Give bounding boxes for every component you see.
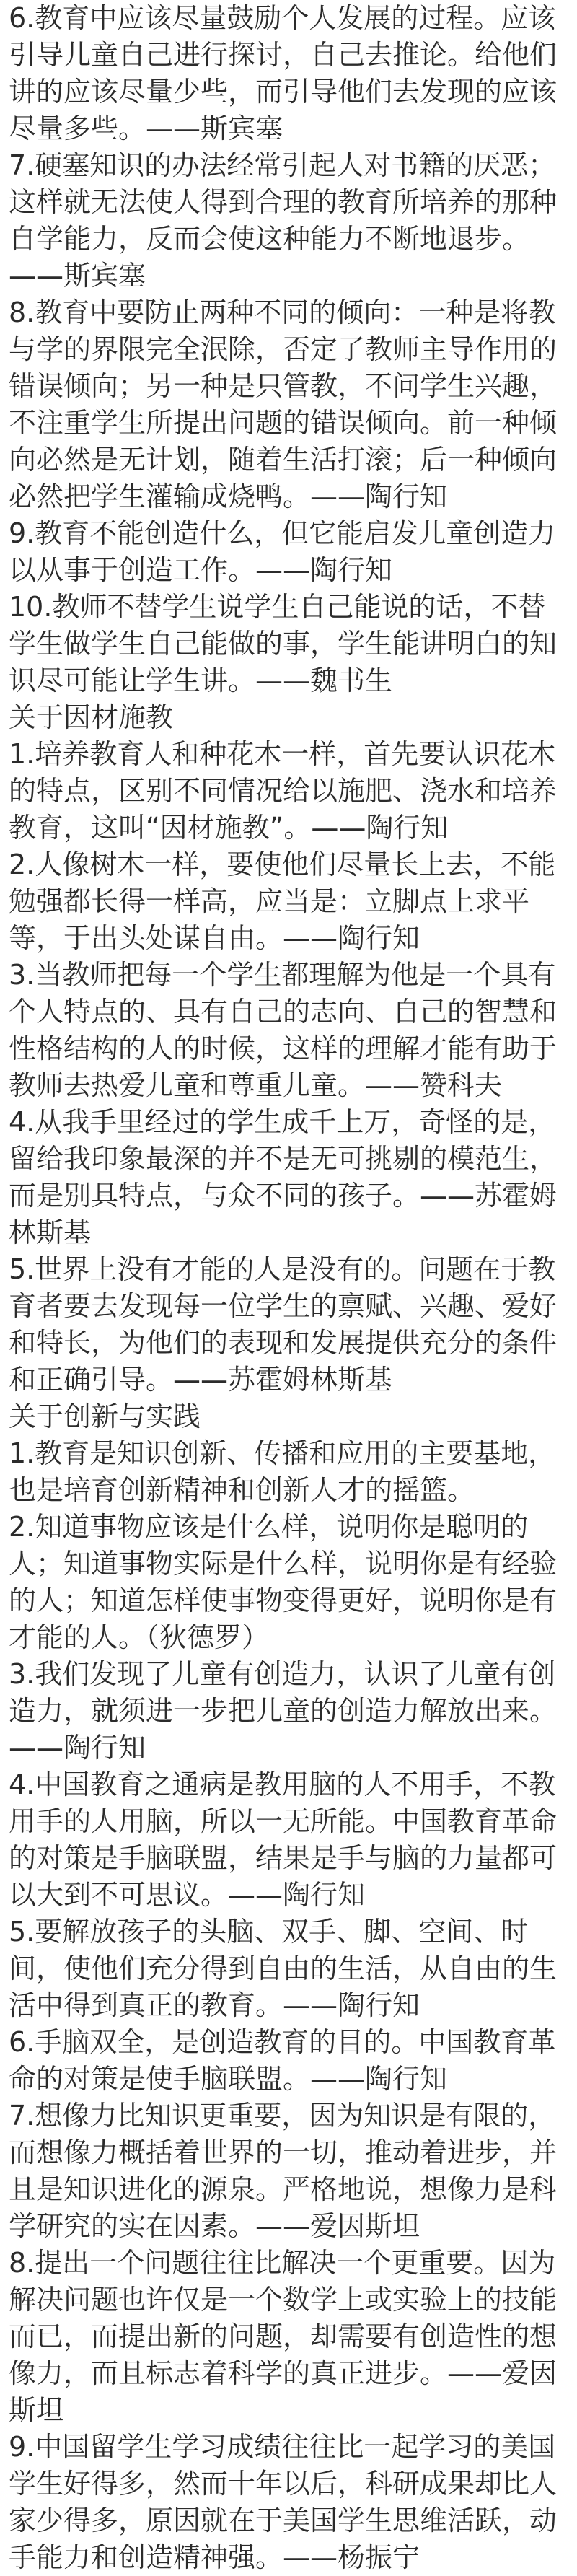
section-heading: 关于因材施教 — [9, 701, 174, 733]
quote-paragraph: 3.我们发现了儿童有创造力，认识了儿童有创造力，就须进一步把儿童的创造力解放出来。——陶行知 — [9, 1658, 558, 1764]
quote-paragraph: 6.教育中应该尽量鼓励个人发展的过程。应该引导儿童自己进行探讨，自己去推论。给他们讲的应该尽量少些，而引导他们去发现的应该尽量多些。——斯宾塞 — [9, 2, 558, 144]
quote-paragraph: 9.中国留学生学习成绩往往比一起学习的美国学生好得多，然而十年以后，科研成果却比人家少得多，原因就在于美国学生思维活跃，动手能力和创造精神强。——杨振宁 — [9, 2431, 558, 2573]
quote-paragraph: 2.知道事物应该是什么样，说明你是聪明的人；知道事物实际是什么样，说明你是有经验的人；知道怎样使事物变得更好，说明你是有才能的人。（狄德罗） — [9, 1511, 558, 1653]
quote-paragraph: 6.手脑双全，是创造教育的目的。中国教育革命的对策是使手脑联盟。——陶行知 — [9, 2026, 556, 2095]
quote-paragraph: 5.世界上没有才能的人是没有的。问题在于教育者要去发现每一位学生的禀赋、兴趣、爱好和特长，为他们的表现和发展提供充分的条件和正确引导。——苏霍姆林斯基 — [9, 1253, 558, 1396]
quote-paragraph: 1.教育是知识创新、传播和应用的主要基地，也是培育创新精神和创新人才的摇篮。 — [9, 1437, 556, 1506]
quote-paragraph: 7.想像力比知识更重要，因为知识是有限的，而想像力概括着世界的一切，推动着进步，并且是知识进化的源泉。严格地说，想像力是科学研究的实在因素。——爱因斯坦 — [9, 2100, 558, 2242]
quote-paragraph: 3.当教师把每一个学生都理解为他是一个具有个人特点的、具有自己的志向、自己的智慧和性格结构的人的时候，这样的理解才能有助于教师去热爱儿童和尊重儿童。——赞科夫 — [9, 959, 558, 1101]
quote-paragraph: 4.从我手里经过的学生成千上万，奇怪的是，留给我印象最深的并不是无可挑剔的模范生，而是别具特点，与众不同的孩子。——苏霍姆林斯基 — [9, 1106, 558, 1248]
quote-paragraph: 2.人像树木一样，要使他们尽量长上去，不能勉强都长得一样高，应当是：立脚点上求平等，于出头处谋自由。——陶行知 — [9, 849, 556, 954]
quote-paragraph: 9.教育不能创造什么，但它能启发儿童创造力以从事于创造工作。——陶行知 — [9, 517, 556, 586]
quote-paragraph: 1.培养教育人和种花木一样，首先要认识花木的特点，区别不同情况给以施肥、浇水和培养教育，这叫“因材施教”。——陶行知 — [9, 738, 558, 844]
quote-paragraph: 8.提出一个问题往往比解决一个更重要。因为解决问题也许仅是一个数学上或实验上的技能而已，而提出新的问题，却需要有创造性的想像力，而且标志着科学的真正进步。——爱因斯坦 — [9, 2247, 558, 2426]
quote-paragraph: 5.要解放孩子的头脑、双手、脚、空间、时间，使他们充分得到自由的生活，从自由的生活中得到真正的教育。——陶行知 — [9, 1916, 558, 2021]
quote-paragraph: 7.硬塞知识的办法经常引起人对书籍的厌恶；这样就无法使人得到合理的教育所培养的那种自学能力，反而会使这种能力不断地退步。——斯宾塞 — [9, 149, 558, 292]
quote-paragraph: 8.教育中要防止两种不同的倾向：一种是将教与学的界限完全泯除，否定了教师主导作用的错误倾向；另一种是只管教，不问学生兴趣，不注重学生所提出问题的错误倾向。前一种倾向必然是无计划，随着生活打滚；后一种倾向必然把学生灌输成烧鸭。——陶行知 — [9, 297, 558, 512]
quote-paragraph: 10.教师不替学生说学生自己能说的话，不替学生做学生自己能做的事，学生能讲明白的知识尽可能让学生讲。——魏书生 — [9, 591, 558, 696]
section-heading: 关于创新与实践 — [9, 1401, 201, 1432]
quote-paragraph: 4.中国教育之通病是教用脑的人不用手，不教用手的人用脑，所以一无所能。中国教育革命的对策是手脑联盟，结果是手与脑的力量都可以大到不可思议。——陶行知 — [9, 1769, 558, 1911]
